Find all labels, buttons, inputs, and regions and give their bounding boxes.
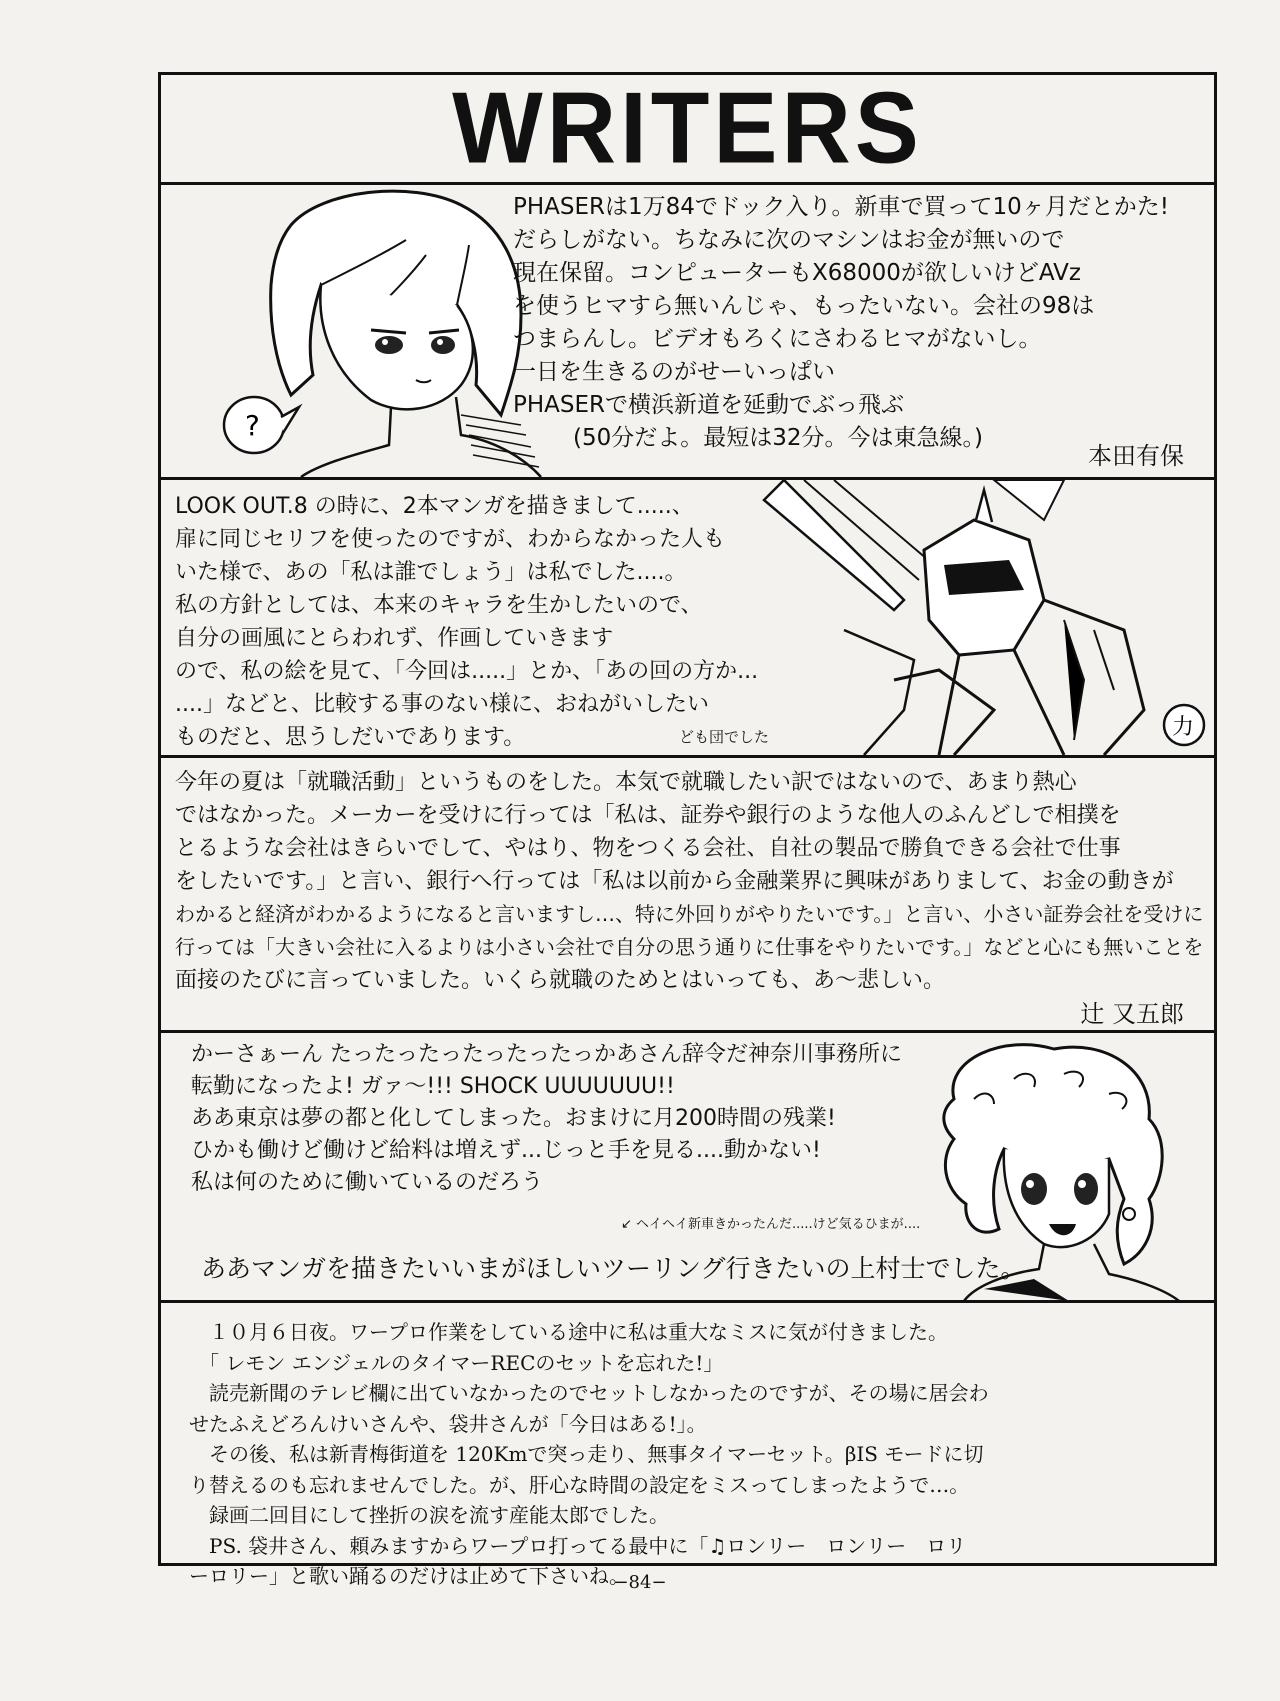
text-line: 私は何のために働いているのだろう [191,1170,544,1195]
closing-line: ああマンガを描きたいいまがほしいツーリング行きたいの上村士でした。 [201,1254,1026,1283]
text-line: 面接のたびに言っていました。いくら就職のためとはいっても、あ〜悲しい。 [175,968,946,993]
text-line: ではなかった。メーカーを受けに行っては「私は、証券や銀行のような他人のふんどしで相撲を [175,803,1121,828]
text-line: ので、私の絵を見て、「今回は.....」とか、「あの回の方か... [175,659,759,684]
text-line: １０月６日夜。ワープロ作業をしている途中に私は重大なミスに気が付きました。 [189,1320,948,1344]
text-line: 私の方針としては、本来のキャラを生かしたいので、 [175,593,703,618]
text-line: だらしがない。ちなみに次のマシンはお金が無いので [513,227,1065,253]
text-line: ....」などと、比較する事のない様に、おねがいしたい [175,692,709,717]
section-1-text [513,191,1213,455]
section-3 [161,758,1214,1033]
text-line: 「 レモン エンジェルのタイマーRECのセットを忘れた!」 [189,1350,724,1375]
bubble-text: ? [245,409,260,442]
text-line: 今年の夏は「就職活動」というものをした。本気で就職したい訳ではないので、あまり熱心 [175,770,1077,795]
signature: 本田有保 [1088,442,1184,470]
text-line: つまらんし。ビデオもろくにさわるヒマがないし。 [513,326,1042,352]
text-line: 録画二回目にして挫折の涙を流す産能太郎でした。 [189,1503,669,1527]
text-line: とるような会社はきらいでして、やはり、物をつくる会社、自社の製品で勝負できる会社で仕事 [175,836,1121,861]
text-line: 自分の画風にとらわれず、作画していきます [175,626,614,651]
text-line: 一日を生きるのがせーいっぱい [513,359,835,385]
page-title: WRITERS [452,72,923,185]
text-line: を使うヒマすら無いんじゃ、もったいない。会社の98は [513,293,1095,319]
page-number: −84− [613,1572,667,1593]
text-line: ーロリー」と歌い踊るのだけは止めて下さいね。 [189,1564,629,1588]
text-line: 読売新聞のテレビ欄に出ていなかったのでセットしなかったのですが、その場に居会わ [189,1381,989,1405]
text-line: せたふえどろんけいさんや、袋井さんが「今日はある!」。 [189,1411,707,1436]
text-line: り替えるのも忘れませんでした。が、肝心な時間の設定をミスってしまったようで…。 [189,1472,970,1497]
section-2-text [175,490,935,754]
text-line: かーさぁーん たったったったったったっかあさん辞令だ神奈川事務所に [191,1042,902,1067]
text-line: ああ東京は夢の都と化してしまった。おまけに月200時間の残業! [191,1106,836,1131]
section-3-text [175,766,1204,997]
text-line: 転勤になったよ! ガァ〜!!! SHOCK UUUUUUU!! [191,1074,675,1099]
section-5-text [189,1317,1192,1592]
text-line: PS. 袋井さん、頼みますからワープロ打ってる最中に「♫ロンリー ロンリー ロリ [189,1533,967,1558]
section-4 [161,1033,1214,1303]
text-line: ひかも働けど働けど給料は増えず...じっと手を見る....動かない! [191,1138,821,1163]
signature: ども団でした [679,728,770,746]
section-4-text [191,1039,911,1199]
text-line: LOOK OUT.8 の時に、2本マンガを描きまして.....、 [175,494,694,519]
text-line: 現在保留。コンピューターもX68000が欲しいけどAVz [513,260,1081,286]
text-line: PHASERで横浜新道を延動でぶっ飛ぶ [513,392,905,418]
artist-mark: 力 [1172,715,1195,740]
text-line: わかると経済がわかるようになると言いますし…、特に外回りがやりたいです。」と言い、小さい証券会社を受けに [175,902,1204,926]
title-row [161,72,1214,185]
text-line: その後、私は新青梅街道を 120Kmで突っ走り、無事タイマーセット。βIS モードに切 [189,1442,984,1466]
text-line: PHASERは1万84でドック入り。新車で買って10ヶ月だとかた! [513,194,1170,220]
text-line: ものだと、思うしだいであります。 [175,725,526,750]
text-line: 行っては「大きい会社に入るよりは小さい会社で自分の思う通りに仕事をやりたいです。」などと心にも無いことを [175,935,1204,959]
text-line: いた様で、あの「私は誰でしょう」は私でした....。 [175,560,687,585]
signature: 辻 又五郎 [1080,1000,1184,1028]
text-line: 扉に同じセリフを使ったのですが、わからなかった人も [175,527,726,552]
section-1 [161,185,1214,480]
text-line: (50分だよ。最短は32分。今は東急線。) [573,425,983,451]
text-line: をしたいです。」と言い、銀行へ行っては「私は以前から金融業界に興味がありまして、お金の動きが [175,869,1174,894]
small-note: ↙ ヘイヘイ新車きかったんだ.....けど気るひまが.... [621,1217,921,1232]
section-2 [161,480,1214,758]
writers-frame [158,72,1217,1588]
